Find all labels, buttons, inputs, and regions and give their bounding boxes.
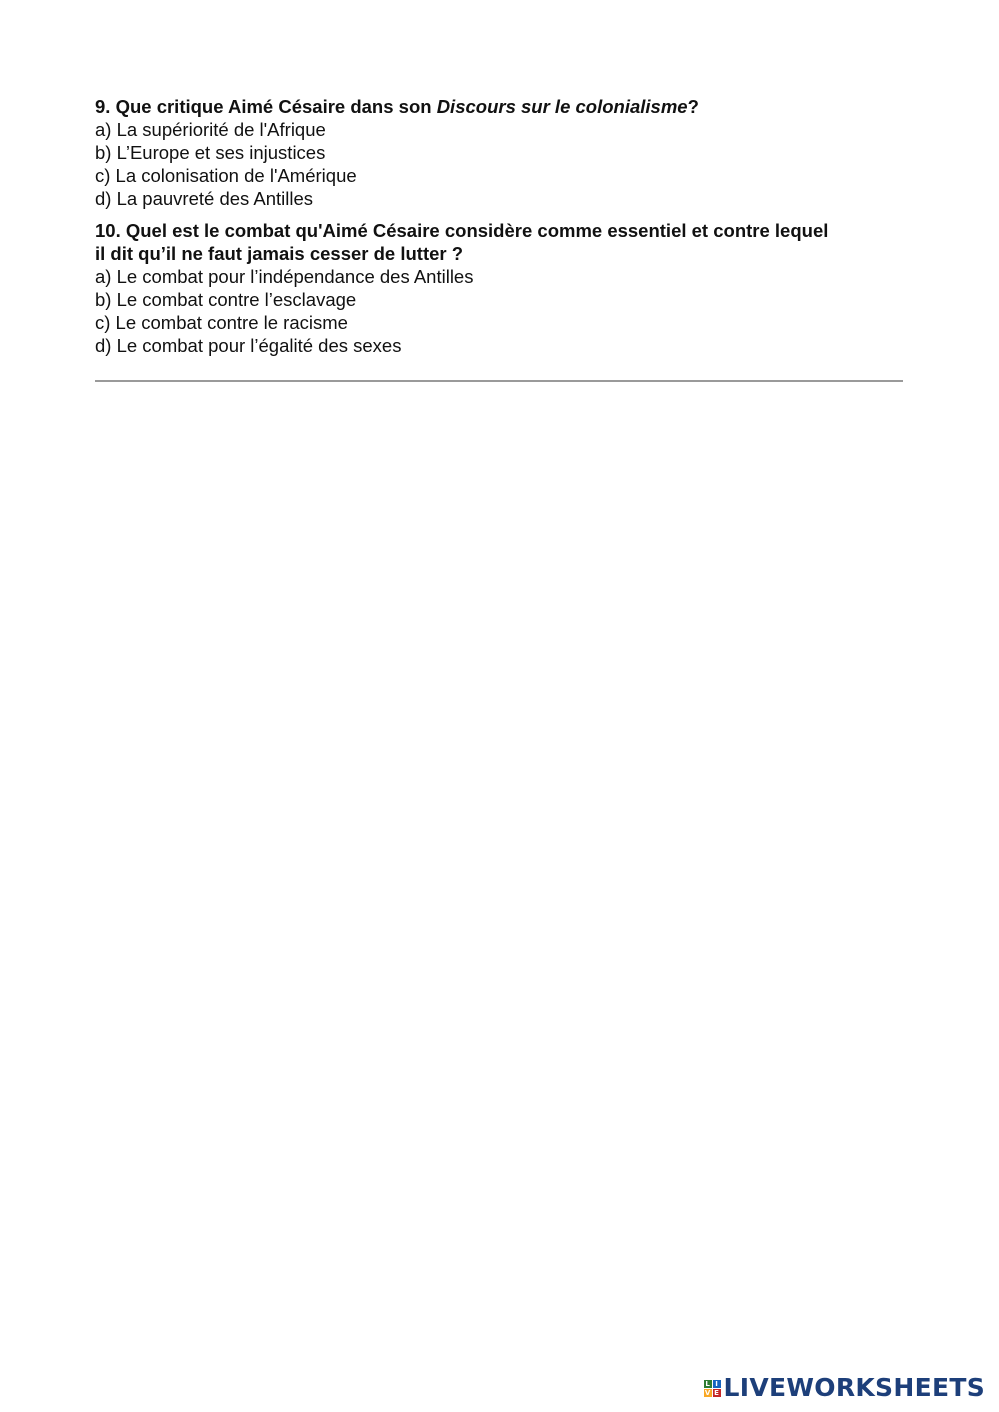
section-divider <box>95 380 903 382</box>
logo-letter-v: V <box>704 1388 711 1397</box>
question-9-option-d: d) La pauvreté des Antilles <box>95 188 314 209</box>
question-10-option-c: c) Le combat contre le racisme <box>95 312 348 333</box>
logo-letter-l: L <box>705 1379 710 1388</box>
question-10-title-line1: 10. Quel est le combat qu'Aimé Césaire considère comme essentiel et contre lequel <box>95 220 829 241</box>
worksheet-content <box>95 95 905 357</box>
question-10-title-line2: il dit qu’il ne faut jamais cesser de lutter ? <box>95 243 464 264</box>
question-10-option-d: d) Le combat pour l’égalité des sexes <box>95 335 402 356</box>
liveworksheets-logo-icon <box>704 1380 721 1397</box>
liveworksheets-brand <box>704 1374 985 1402</box>
question-9-title: 9. Que critique Aimé Césaire dans son Discours sur le colonialisme? <box>95 96 699 117</box>
question-10-option-b: b) Le combat contre l’esclavage <box>95 289 357 310</box>
brand-name: LIVEWORKSHEETS <box>723 1373 985 1402</box>
question-9-option-c: c) La colonisation de l'Amérique <box>95 165 357 186</box>
book-title: Discours sur le colonialisme <box>436 96 688 117</box>
logo-letter-i: I <box>713 1380 721 1388</box>
question-10 <box>95 219 905 357</box>
logo-letter-e: E <box>714 1388 719 1397</box>
question-9 <box>95 95 905 210</box>
question-9-option-a: a) La supériorité de l'Afrique <box>95 119 326 140</box>
question-9-option-b: b) L’Europe et ses injustices <box>95 142 326 163</box>
question-10-option-a: a) Le combat pour l’indépendance des Antilles <box>95 266 474 287</box>
